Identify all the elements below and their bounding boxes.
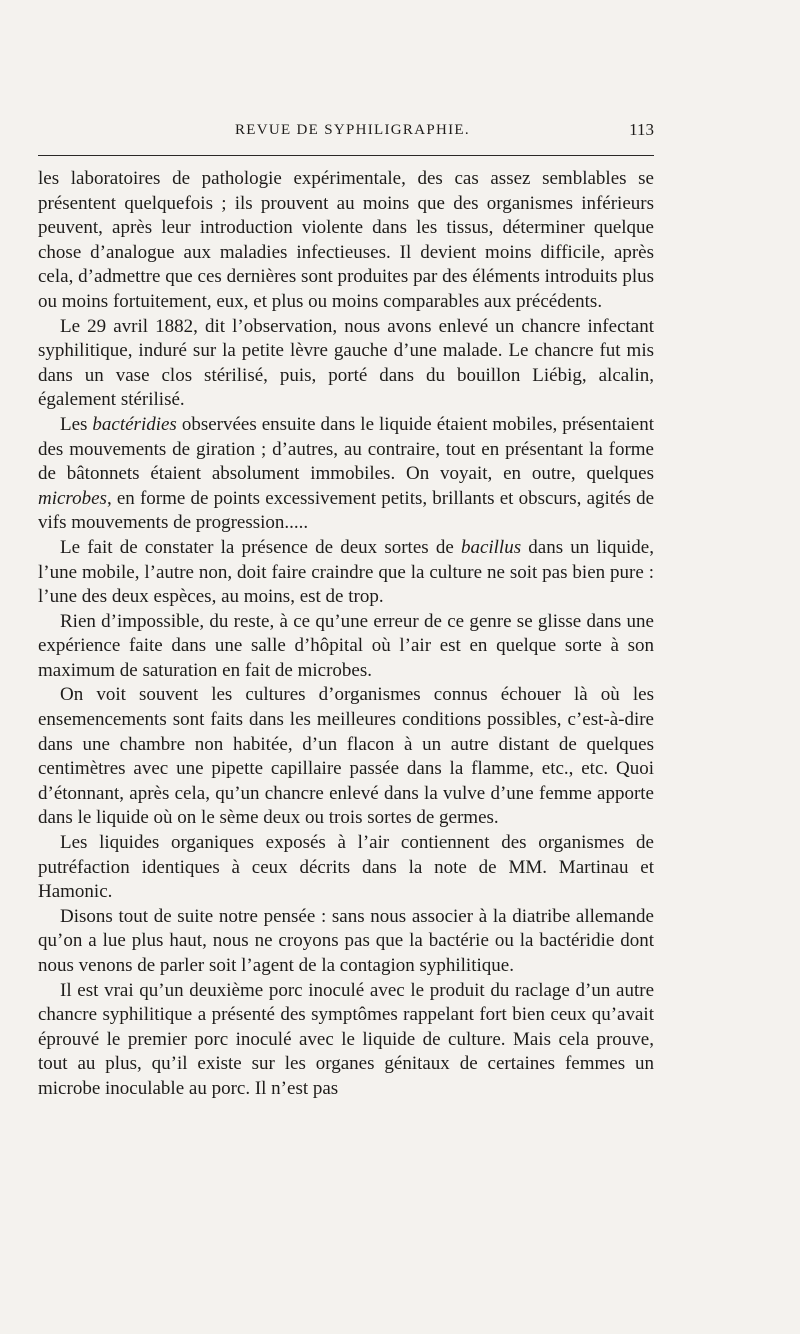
body-text — [38, 167, 654, 1102]
text-segment: , en forme de points excessivement petits, brillants et obscurs, agités de vifs mouvements de progression..... — [38, 487, 654, 534]
italic-term: bacillus — [460, 536, 522, 558]
text-segment: les laboratoires de pathologie expérimentale, des cas assez semblables se présentent quelquefois ; ils prouvent au moins que des organismes inférieurs peuvent, après leur introduction violente dans les tissus, déterminer quelque chose d’analogue aux maladies infectieuses. Il devient moins difficile, après cela, d’admettre que ces dernières sont produites par des éléments introduits plus ou moins fortuitement, eux, et plus ou moins comparables aux précédents. — [38, 168, 654, 312]
paragraph — [38, 167, 654, 315]
paragraph — [38, 536, 654, 610]
text-segment: Le 29 avril 1882, dit l’observation, nous avons enlevé un chancre infectant syphilitique, induré sur la petite lèvre gauche d’une malade. Le chancre fut mis dans un vase clos stérilisé, puis, porté dans du bouillon Liébig, alcalin, également stérilisé. — [38, 315, 654, 411]
text-segment: dans un liquide, l’une mobile, l’autre non, doit faire craindre que la culture ne soit pas bien pure : l’une des deux espèces, au moins, est de trop. — [38, 536, 654, 608]
text-segment: Disons tout de suite notre pensée : sans nous associer à la diatribe allemande qu’on a lue plus haut, nous ne croyons pas que la bactérie ou la bactéridie dont nous venons de parler soit l’agent de la contagion syphilitique. — [38, 905, 654, 976]
italic-term: microbes — [38, 487, 107, 509]
paragraph — [38, 905, 654, 979]
italic-term: bactéridies — [92, 413, 177, 435]
text-segment: Les liquides organiques exposés à l’air contiennent des organismes de putréfaction identiques à ceux décrits dans la note de MM. Martinau et Hamonic. — [38, 832, 654, 903]
paragraph — [38, 979, 654, 1102]
text-segment: Rien d’impossible, du reste, à ce qu’une erreur de ce genre se glisse dans une expérience faite dans une salle d’hôpital où l’air est en quelque sorte à son maximum de saturation en fait de microbes. — [38, 610, 654, 681]
text-segment: observées ensuite dans le liquide étaient mobiles, présentaient des mouvements de giration ; d’autres, au contraire, tout en présentant la forme de bâtonnets étaient absolument immobiles. On voyait, en outre, quelques — [38, 413, 654, 485]
header-rule — [38, 155, 654, 156]
text-segment: Les — [60, 413, 93, 435]
text-segment: Le fait de constater la présence de deux sortes de — [60, 536, 461, 558]
page-header — [38, 120, 654, 144]
page-number: 113 — [629, 120, 654, 139]
paragraph — [38, 683, 654, 831]
paragraph — [38, 315, 654, 413]
running-title: REVUE DE SYPHILIGRAPHIE. — [235, 122, 470, 138]
paragraph — [38, 610, 654, 684]
text-segment: On voit souvent les cultures d’organismes connus échouer là où les ensemencements sont faits dans les meilleures conditions possibles, c’est-à-dire dans une chambre non habitée, d’un flacon à un autre distant de quelques centimètres avec une pipette capillaire passée dans la flamme, etc., etc. Quoi d’étonnant, après cela, qu’un chancre enlevé dans la vulve d’une femme apporte dans le liquide où on le sème deux ou trois sortes de germes. — [38, 684, 654, 829]
paragraph — [38, 413, 654, 536]
text-segment: Il est vrai qu’un deuxième porc inoculé avec le produit du raclage d’un autre chancre syphilitique a présenté des symptômes rappelant fort bien ceux qu’avait éprouvé le premier porc inoculé avec le liquide de culture. Mais cela prouve, tout au plus, qu’il existe sur les organes génitaux de certaines femmes un microbe inoculable au porc. Il n’est pas — [38, 979, 654, 1099]
paragraph — [38, 831, 654, 905]
